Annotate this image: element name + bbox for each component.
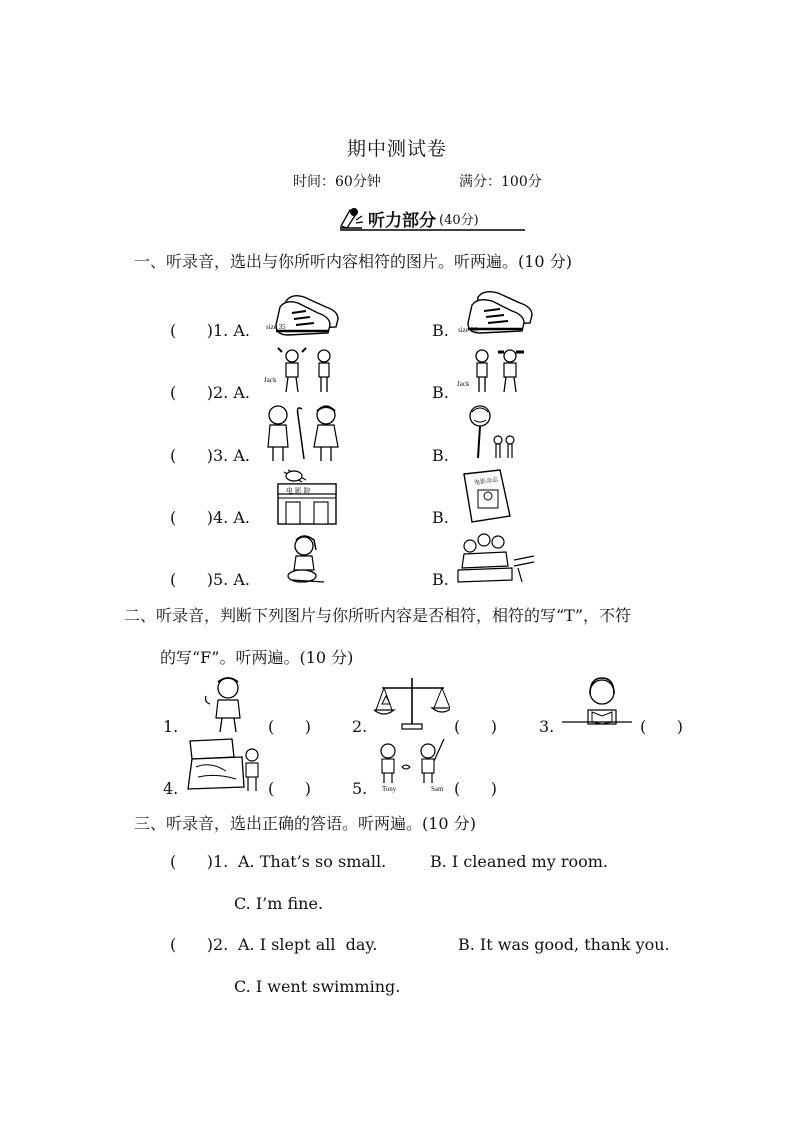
page-title: 期中测试卷	[346, 138, 447, 160]
part2-heading-line1: 二、听录音，判断下列图片与你所听内容是否相符，相符的写“T”，不符	[124, 606, 632, 625]
shoes-a-caption: size 35	[266, 323, 286, 331]
part2-item2-blank[interactable]: ( )	[454, 717, 497, 736]
part2-item5-num: 5.	[352, 779, 368, 798]
part2-item4-num: 4.	[163, 779, 179, 798]
part1-q2-b: B.	[432, 383, 449, 402]
part2-item3-blank[interactable]: ( )	[640, 717, 683, 736]
part2-item1-blank[interactable]: ( )	[268, 717, 311, 736]
cinema-picture-a	[274, 468, 340, 526]
part3-q1-option-a: A. That’s so small.	[238, 852, 387, 871]
girl-washing-picture-a	[284, 534, 326, 586]
part2-item4-blank[interactable]: ( )	[268, 779, 311, 798]
part1-q4-b: B.	[432, 508, 449, 527]
part2-item5-blank[interactable]: ( )	[454, 779, 497, 798]
messy-bed-picture	[186, 737, 266, 795]
part3-q1-option-b: B. I cleaned my room.	[430, 852, 608, 871]
part3-heading: 三、听录音，选出正确的答语。听两遍。(10 分)	[134, 814, 476, 833]
part1-heading: 一、听录音，选出与你所听内容相符的图片。听两遍。(10 分)	[134, 252, 572, 271]
part3-q2-option-a: A. I slept all day.	[238, 935, 378, 954]
children-tree-picture-a	[264, 403, 346, 463]
banner-score: (40分)	[439, 212, 479, 228]
boy-cold-picture	[200, 674, 248, 734]
boys-fishing-picture	[374, 737, 448, 787]
part1-q3-prefix: ( )3. A.	[170, 446, 250, 465]
boys-a-caption: Jack	[264, 376, 277, 384]
part3-q1-option-c: C. I’m fine.	[234, 894, 324, 913]
pencil-mascot-icon	[338, 206, 364, 230]
exam-full-score: 满分：100分	[459, 174, 542, 190]
part3-q2-option-b: B. It was good, thank you.	[458, 935, 670, 954]
banner-underline	[340, 228, 525, 232]
fishing-caption-left: Tony	[382, 785, 397, 793]
cinema-sign: 电 影 院	[286, 487, 311, 495]
part2-heading-line2: 的写“F”。听两遍。(10 分)	[160, 648, 354, 667]
scale-picture	[374, 674, 450, 732]
banner-title: 听力部分	[368, 210, 436, 231]
boys-exercise-picture-b	[470, 344, 528, 396]
girl-reading-picture	[562, 674, 632, 726]
part2-item2-num: 2.	[352, 717, 368, 736]
part2-item3-num: 3.	[539, 717, 555, 736]
exam-time: 时间：60分钟	[293, 174, 381, 190]
part3-q1-prefix: ( )1.	[170, 852, 229, 871]
magazine-title: 电影杂志	[473, 477, 499, 487]
part1-q1-prefix: ( )1. A.	[170, 321, 250, 340]
family-sofa-picture-b	[456, 530, 536, 586]
part1-q5-prefix: ( )5. A.	[170, 570, 250, 589]
boys-exercise-picture-a	[276, 346, 340, 396]
part3-q2-option-c: C. I went swimming.	[234, 977, 401, 996]
part2-item1-num: 1.	[163, 717, 179, 736]
fishing-caption-right: Sam	[431, 785, 444, 793]
part1-q1-b: B.	[432, 321, 449, 340]
part1-q5-b: B.	[432, 570, 449, 589]
boys-b-caption: Jack	[457, 380, 470, 388]
part1-q2-prefix: ( )2. A.	[170, 383, 250, 402]
part1-q3-b: B.	[432, 446, 449, 465]
part1-q4-prefix: ( )4. A.	[170, 508, 250, 527]
children-tree-picture-b	[466, 404, 520, 460]
shoes-b-caption: size 36	[458, 326, 478, 334]
part3-q2-prefix: ( )2.	[170, 935, 229, 954]
